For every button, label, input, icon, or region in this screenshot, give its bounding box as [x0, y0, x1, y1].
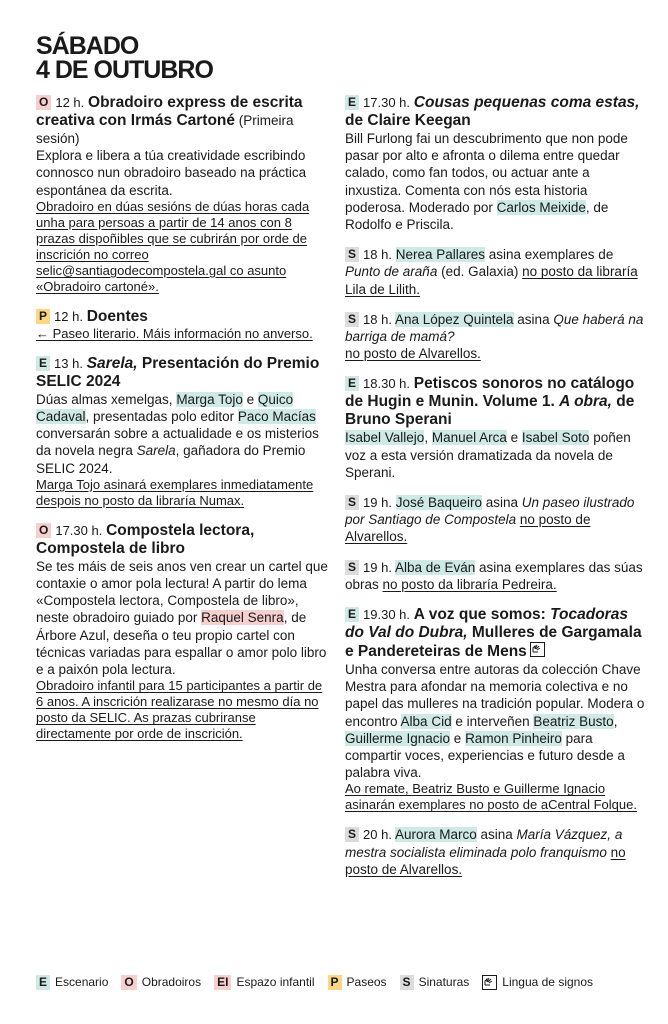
category-badge: P: [36, 309, 50, 324]
location-text: no posto da libraría Pedreira.: [382, 576, 557, 592]
event-description: Se tes máis de seis anos ven crear un cartel que contaxie o amor pola lectura! A partir do lema «Compostela lectora, Compostela de libro», neste obradoiro guiado por Raquel Senra, de Árbore Azul, deseña o teu propio cartel con técnicas variadas para espallar o amor polo libro e a paixón pola lectura.: [36, 558, 328, 678]
person-name: Carlos Meixide: [496, 199, 586, 215]
legend-item-sinaturas: S Sinaturas: [400, 974, 470, 990]
location-text: no posto da libraría Lila de Lilith.: [345, 264, 638, 297]
left-column: [36, 94, 332, 755]
location-text: no posto de Alvarellos.: [345, 512, 591, 545]
event-time: 20 h.: [363, 827, 392, 843]
page-title: [36, 34, 213, 82]
legend: [36, 974, 593, 990]
location-text: no posto de Alvarellos.: [345, 346, 481, 362]
event-doentes: [36, 308, 332, 342]
event-description: Dúas almas xemelgas, Marga Tojo e Quico Cadaval, presentadas polo editor Paco Macías conversarán sobre a actualidade e os misterios da novela negra Sarela, gañadora do Premio SELIC 2024.: [36, 391, 319, 476]
category-badge: S: [345, 247, 359, 262]
event-petiscos-sonoros: [345, 375, 645, 481]
event-description: Explora e libera a túa creatividade escribindo connosco nun obradoiro baseado na práctica espontánea da escrita.: [36, 148, 307, 198]
person-name: Marga Tojo: [176, 391, 243, 407]
person-name: Nerea Pallares: [395, 247, 485, 263]
event-description: Bill Furlong fai un descubrimento que non pode pasar por alto e afronta o dilema entre quedar calado, como fan todos, ou actuar ante a inxustiza. Comenta con nós esta historia poderosa. Moderado por Carlos Meixide, de Rodolfo e Priscila.: [345, 131, 628, 233]
event-note: Ao remate, Beatriz Busto e Guillerme Ignacio asinarán exemplares no posto de aCentral Folque.: [345, 781, 637, 813]
sign-language-icon: [530, 642, 545, 657]
person-name: Isabel Vallejo: [345, 430, 425, 446]
title-line-1: SÁBADO: [36, 32, 139, 60]
event-title-italic: Sarela,: [86, 354, 138, 372]
person-name: Guillerme Ignacio: [345, 730, 451, 746]
right-column: [345, 94, 645, 891]
event-time: 13 h.: [54, 355, 83, 371]
category-badge: E: [345, 607, 359, 622]
event-obradoiro-express: [36, 94, 332, 295]
category-badge: S: [345, 495, 359, 510]
event-a-voz-que-somos: [345, 606, 645, 813]
category-badge: O: [36, 95, 51, 110]
legend-item-obradoiros: O Obradoiros: [121, 974, 201, 990]
event-time: 19 h.: [363, 559, 392, 575]
legend-item-paseos: P Paseos: [328, 974, 387, 990]
person-name: Raquel Senra: [201, 610, 284, 626]
person-name: Quico Cadaval: [36, 391, 294, 425]
person-name: Manuel Arca: [431, 430, 507, 446]
event-note[interactable]: ← Paseo literario. Máis información no anverso.: [36, 325, 313, 341]
event-title: Cousas pequenas coma estas, de Claire Keegan: [345, 94, 640, 129]
category-badge: S: [345, 827, 359, 842]
event-description: Unha conversa entre autoras da colección Chave Mestra para afondar na memoria colectiva e no papel das mulleres na tradición popular. Modera o encontro Alba Cid e interveñen Beatriz Busto, Guillerme Ignacio e Ramon Pinheiro para compartir voces, experiencias e futuro desde a palabra viva.: [345, 662, 645, 781]
event-sarela: [36, 355, 332, 509]
event-time: 19.30 h.: [363, 607, 411, 623]
category-badge: S: [345, 312, 359, 327]
event-title: Compostela lectora, Compostela de libro: [36, 521, 255, 557]
event-title: A voz que somos: Tocadoras do Val do Dubra, Mulleres de Gargamala e Pandereteiras de Mens: [345, 606, 642, 661]
event-note: Marga Tojo asinará exemplares inmediatamente despois no posto da libraría Numax.: [36, 476, 314, 508]
person-name: José Baqueiro: [395, 495, 483, 511]
signing-aurora-marco: S 20 h. Aurora Marco asina María Vázquez, a mestra socialista eliminada polo franquismo no posto de Alvarellos.: [345, 827, 626, 877]
person-name: Ramon Pinheiro: [465, 730, 562, 746]
event-subtitle: (Primeira sesión): [36, 113, 294, 146]
event-compostela-lectora: [36, 522, 332, 742]
signing-alba-de-evan: S 19 h. Alba de Eván asina exemplares das súas obras no posto da libraría Pedreira.: [345, 559, 643, 592]
event-time: 18.30 h.: [363, 376, 411, 392]
legend-item-escenario: E Escenario: [36, 974, 108, 990]
person-name: Beatriz Busto: [533, 713, 614, 729]
category-badge: E: [345, 95, 359, 110]
event-title-rest: Presentación do Premio SELIC 2024: [36, 354, 320, 390]
legend-item-espazo-infantil: EI Espazo infantil: [214, 974, 314, 990]
person-name: Ana López Quintela: [394, 311, 514, 327]
category-badge: E: [36, 356, 50, 371]
person-name: Alba de Eván: [394, 559, 476, 575]
person-name: Aurora Marco: [394, 827, 477, 843]
event-time: 19 h.: [363, 495, 392, 511]
event-description: Isabel Vallejo, Manuel Arca e Isabel Soto poñen voz a esta versión dramatizada da novela de Sperani.: [345, 430, 631, 480]
event-time: 18 h.: [363, 311, 392, 327]
category-badge: E: [345, 376, 359, 391]
signing-nerea-pallares: S 18 h. Nerea Pallares asina exemplares de Punto de araña (ed. Galaxia) no posto da libraría Lila de Lilith.: [345, 247, 638, 297]
signing-ana-lopez-quintela: S 18 h. Ana López Quintela asina Que haberá na barriga de mamá? no posto de Alvarellos.: [345, 311, 644, 362]
signing-jose-baqueiro: S 19 h. José Baqueiro asina Un paseo ilustrado por Santiago de Compostela no posto de Alvarellos.: [345, 495, 635, 545]
event-title: Petiscos sonoros no catálogo de Hugin e Munin. Volume 1. A obra, de Bruno Sperani: [345, 375, 635, 429]
sign-language-icon: [482, 975, 497, 990]
event-note: Obradoiro en dúas sesións de dúas horas cada unha para persoas a partir de 14 anos con 8 prazas dispoñibles que se cubrirán por orde de inscrición no correo selic@santiagodecompostela.gal co asunto «Obradoiro cartoné».: [36, 198, 310, 294]
event-cousas-pequenas: [345, 94, 645, 233]
event-title: Doentes: [86, 307, 148, 325]
event-time: 12 h.: [55, 95, 85, 110]
category-badge: S: [345, 560, 359, 575]
event-time: 17.30 h.: [363, 95, 411, 110]
person-name: Isabel Soto: [521, 430, 590, 446]
legend-item-lingua-de-signos: Lingua de signos: [482, 974, 593, 990]
event-time: 17.30 h.: [55, 522, 103, 538]
person-name: Alba Cid: [400, 713, 452, 729]
event-note: Obradoiro infantil para 15 participantes a partir de 6 anos. A inscrición realizarase no mesmo día no posto da SELIC. As prazas cubriranse directamente por orde de inscrición.: [36, 678, 323, 742]
category-badge: O: [36, 523, 51, 538]
title-line-2: 4 DE OUTUBRO: [36, 56, 213, 84]
event-time: 12 h.: [54, 308, 83, 324]
event-time: 18 h.: [363, 247, 392, 263]
person-name: Paco Macías: [237, 409, 316, 425]
event-title: Obradoiro express de escrita creativa con Irmás Cartoné: [36, 94, 303, 129]
location-text: no posto de Alvarellos.: [345, 844, 626, 877]
